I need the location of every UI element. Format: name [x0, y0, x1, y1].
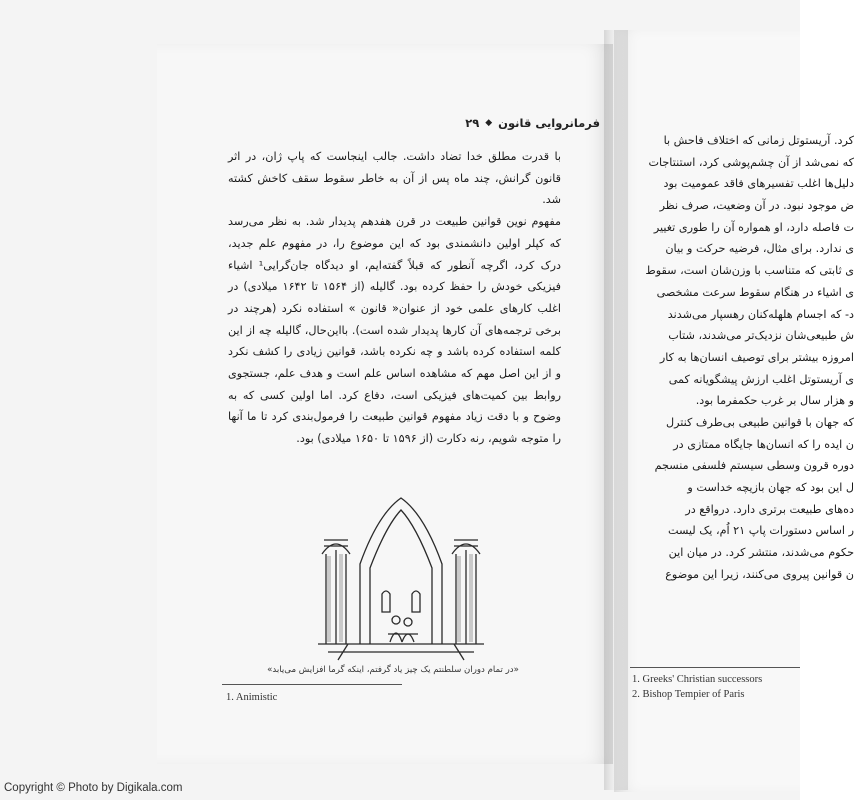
footnote-rule-left	[222, 684, 402, 685]
right-page-line: دلیل‌ها اغلب تفسیرهای فاقد عمومیت بود	[663, 177, 854, 191]
footnote-rule-right	[630, 667, 800, 668]
right-page-line: ی اشیاء در هنگام سقوط سرعت مشخصی	[656, 285, 854, 299]
right-page-line: ن ایده را که انسان‌ها جایگاه ممتازی در	[673, 437, 854, 451]
cartoon-illustration	[318, 494, 484, 662]
right-page-line: ض موجود نبود. در آن وضعیت، صرف نظر	[659, 199, 854, 213]
right-page-line: د- که اجسام هلهله‌کنان رهسپار می‌شدند	[667, 307, 854, 321]
copyright-watermark: Copyright © Photo by Digikala.com	[4, 782, 183, 794]
illustration-caption: «در تمام دوران سلطنتم یک چیز یاد گرفتم، اینکه گرما افزایش می‌یابد»	[267, 665, 519, 675]
right-page-line: ت فاصله دارد، او همواره آن را طوری تغییر	[653, 220, 854, 234]
right-page-body	[614, 130, 854, 585]
right-page-line: ن قوانین پیروی می‌کنند، زیرا این موضوع	[665, 567, 854, 581]
right-page-line: که جهان با قوانین طبیعی بی‌طرف کنترل	[666, 415, 854, 429]
right-page-line: ش طبیعی‌شان نزدیک‌تر می‌شدند، شتاب	[668, 329, 854, 343]
running-header	[465, 116, 600, 130]
left-footnote: 1. Animistic	[226, 692, 278, 703]
right-page-line: ده‌های طبیعت برتری دارد. درواقع در	[685, 502, 854, 516]
right-footnote-1: 1. Greeks' Christian successors	[632, 674, 763, 685]
left-paragraph-1: با قدرت مطلق خدا تضاد داشت. جالب اینجاست که پاپ ژان، در اثر قانون گرانش، چند ماه پس از آن به خاطر سقوط سقف کاخش کشته شد.	[228, 150, 561, 207]
header-title: فرمانروایی قانون	[498, 116, 600, 130]
right-page-line: که نمی‌شد از آن چشم‌پوشی کرد، استنتاجات	[648, 155, 854, 169]
left-paragraph-2: مفهوم نوین قوانین طبیعت در قرن هفدهم پدیدار شد. به نظر می‌رسد که کپلر اولین دانشمندی بود که این موضوع را، در مفهوم علم جدید، درک کرد، اگرچه آنطور که قبلاً گفته‌ایم، او دیدگاه جان‌گرایی¹ اشیاء فیزیکی خودش را حفظ کرده بود. گالیله (از ۱۵۶۴ تا ۱۶۴۲ میلادی) در اغلب کارهای علمی خود از عنوان« قانون » استفاده نکرد (هرچند در برخی ترجمه‌های آن کارها پدیدار شده است). بااین‌حال، گالیله چه از این کلمه استفاده کرده باشد و چه نکرده باشد، قوانین زیادی را کشف نکرد و از این اصل مهم که مشاهده اساس علم است و هدف علم، جستجوی روابط بین کمیت‌های فیزیکی است، دفاع کرد. اما اولین کسی که به وضوح و با دقت زیاد مفهوم قوانین طبیعت را فرمول‌بندی کرد تا ما آنها را متوجه شویم، رنه دکارت (از ۱۵۹۶ تا ۱۶۵۰ میلادی) بود.	[228, 215, 561, 446]
right-page-line: دوره قرون وسطی سیستم فلسفی منسجم	[654, 459, 854, 473]
page-number: ۲۹	[465, 116, 480, 130]
right-page-line: ی ثابتی که متناسب با وزن‌شان است، سقوط	[645, 264, 854, 278]
right-page-line: کرد. آریستوتل زمانی که اختلاف فاحش با	[663, 134, 854, 147]
left-page-body	[228, 146, 561, 450]
right-page-line: و هزار سال بر غرب حکمفرما بود.	[695, 394, 854, 408]
right-page-line: ی آریستوتل اغلب ارزش پیشگویانه کمی	[668, 372, 854, 386]
header-diamond: ◆	[485, 118, 493, 128]
right-page-line: ل این بود که جهان بازیچه خداست و	[687, 481, 854, 494]
right-footnotes	[632, 672, 762, 702]
right-footnote-2: 2. Bishop Tempier of Paris	[632, 689, 745, 700]
right-page-text-clip	[614, 120, 854, 660]
right-page-line: ر اساس دستورات پاپ ۲۱ اُم، یک لیست	[667, 524, 854, 538]
right-page-line: حکوم می‌شدند، منتشر کرد. در میان این	[668, 546, 854, 560]
right-page-line: ی ندارد. برای مثال، فرضیه حرکت و بیان	[665, 242, 854, 256]
right-page-line: امروزه بیشتر برای توصیف انسان‌ها به کار	[659, 350, 854, 364]
